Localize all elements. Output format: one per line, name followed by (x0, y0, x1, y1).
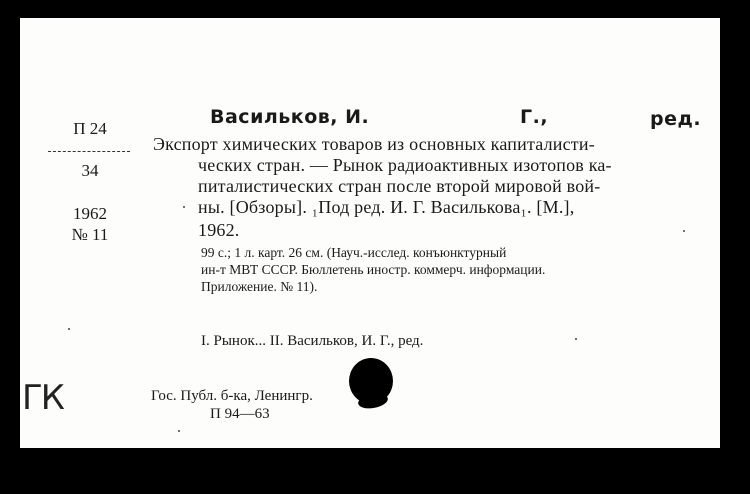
heading-initial: Г., (520, 106, 549, 128)
description-line: питалистических стран после второй мировой вой- (198, 176, 601, 196)
description-line: ны. [Обзоры]. ₁Под ред. И. Г. Василькова₁. [М.], (198, 197, 575, 217)
speck (683, 230, 685, 232)
call-number-issue: № 11 (71, 225, 109, 244)
library-name: Гос. Публ. б-ка, Ленингр. (151, 388, 313, 404)
heading-author: Васильков, И. (210, 106, 370, 128)
speck (68, 328, 70, 330)
margin-note: ГК (22, 378, 63, 418)
catalog-card (20, 18, 720, 448)
call-number-line1: П 24 (73, 119, 107, 138)
description-line: Экспорт химических товаров из основных капиталисти- (153, 134, 595, 154)
speck (183, 206, 185, 208)
speck (178, 430, 180, 432)
library-number: П 94—63 (210, 406, 270, 422)
heading-role: ред. (650, 108, 702, 130)
speck (575, 338, 577, 340)
collation-line: 99 с.; 1 л. карт. 26 см. (Науч.-исслед. конъюнктурный (201, 245, 507, 260)
tracings: I. Рынок... II. Васильков, И. Г., ред. (201, 333, 424, 349)
description-line: ческих стран. — Рынок радиоактивных изотопов ка- (198, 155, 612, 175)
collation-line: ин-т МВТ СССР. Бюллетень иностр. коммерч. информации. (201, 262, 546, 277)
call-number-divider (48, 151, 130, 152)
collation-line: Приложение. № 11). (201, 279, 318, 294)
call-number-line2: 34 (81, 161, 99, 180)
call-number-year: 1962 (73, 204, 107, 223)
description-line: 1962. (198, 220, 240, 240)
